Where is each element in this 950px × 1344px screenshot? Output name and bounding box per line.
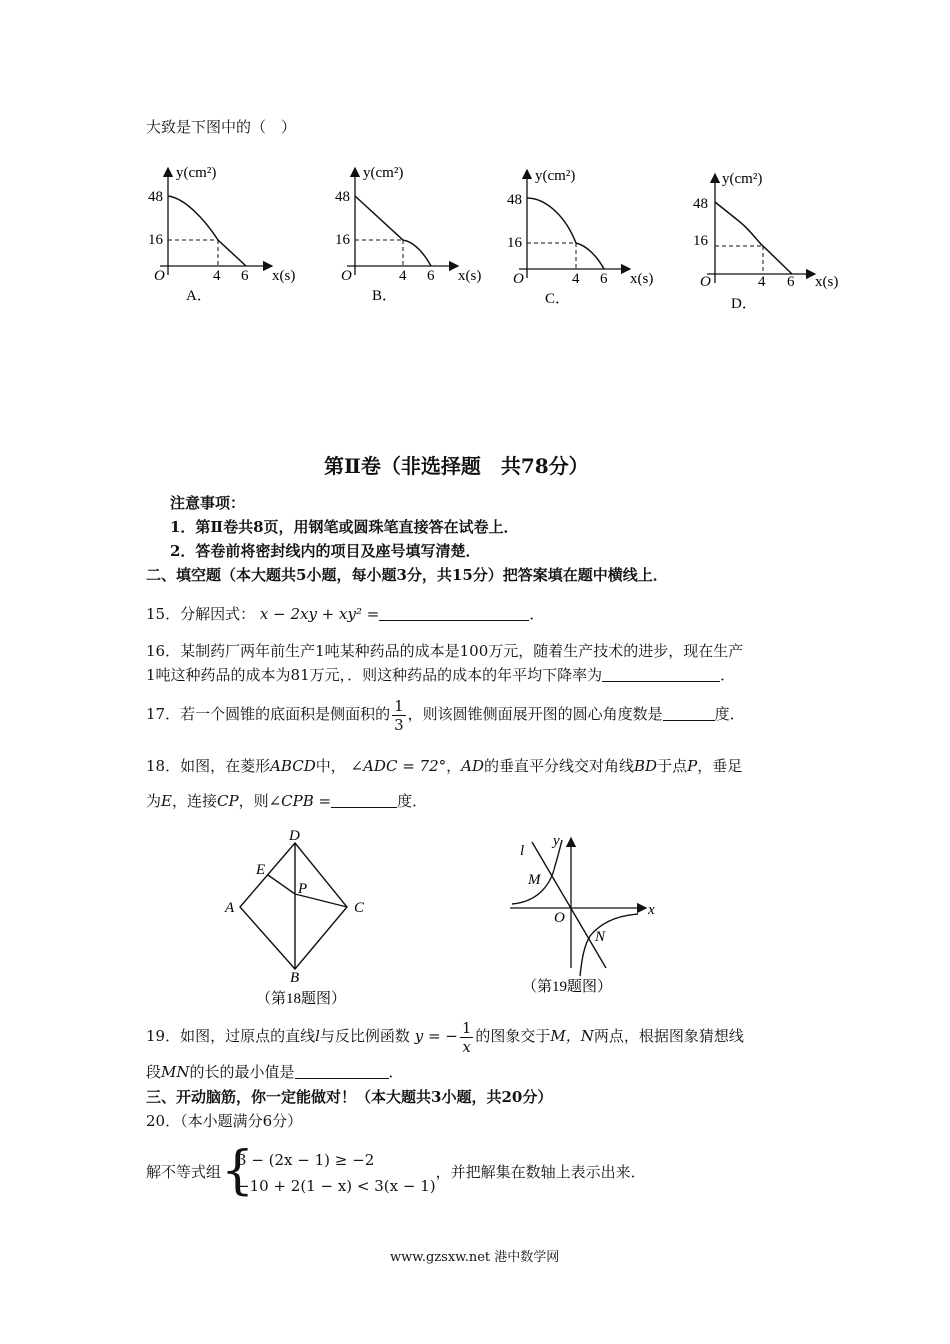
graph-a-x-label: x(s) xyxy=(272,268,296,284)
question-15: 15．分解因式： x − 2xy + xy² = ． xyxy=(146,605,545,623)
graph-d-origin: O xyxy=(700,274,711,290)
graph-c-option: C． xyxy=(545,291,571,307)
part2-heading: 二、填空题（本大题共5小题，每小题3分，共15分）把答案填在题中横线上． xyxy=(146,566,668,584)
section-title: 第Ⅱ卷（非选择题 共78分） xyxy=(324,454,589,478)
fig19-label-o: O xyxy=(554,910,565,926)
q19-fraction: $\frac{1}{x}$ xyxy=(461,1018,472,1056)
graph-b-y-label: y(cm²) xyxy=(363,165,404,181)
q17-answer-blank[interactable] xyxy=(663,705,715,721)
notice-item-1: 1．第Ⅱ卷共8页，用钢笔或圆珠笔直接答在试卷上． xyxy=(170,518,519,536)
graph-c xyxy=(507,168,653,307)
q20-label: 20．（本小题满分6分） xyxy=(146,1112,303,1130)
graph-c-y-label: y(cm²) xyxy=(535,168,576,184)
q18-answer-blank[interactable] xyxy=(331,792,397,808)
graph-a-tick-6: 6 xyxy=(241,268,249,284)
graph-d-option: D． xyxy=(731,296,757,312)
graph-a xyxy=(148,165,295,304)
question-18-line-1: 18．如图，在菱形ABCD中， ∠ADC = 72°，AD的垂直平分线交对角线BD于点P，垂足 xyxy=(146,757,743,775)
graph-a-origin: O xyxy=(154,268,165,284)
graph-c-tick-6: 6 xyxy=(600,271,608,287)
graph-c-x-label: x(s) xyxy=(630,271,654,287)
page-footer: www.gzsxw.net 港中数学网 xyxy=(390,1250,560,1265)
graph-a-option: A． xyxy=(186,288,212,304)
graph-c-tick-48: 48 xyxy=(507,192,522,208)
q15-answer-blank[interactable] xyxy=(379,605,529,621)
graph-b-tick-6: 6 xyxy=(427,268,435,284)
graph-d-tick-16: 16 xyxy=(693,233,708,249)
question-18-line-2: 为E，连接CP，则∠CPB = 度． xyxy=(146,792,428,810)
graph-d-y-label: y(cm²) xyxy=(722,171,763,187)
graph-b-origin: O xyxy=(341,268,352,284)
notice-heading: 注意事项： xyxy=(170,494,246,512)
part3-heading: 三、开动脑筋，你一定能做对！（本大题共3小题，共20分） xyxy=(146,1088,553,1106)
q20-inequality-1: 3 − (2x − 1) ≥ −2 xyxy=(237,1151,375,1169)
fig19-label-y: y xyxy=(553,833,560,849)
q15-prefix: 15．分解因式： xyxy=(146,605,256,623)
question-17: 17．若一个圆锥的底面积是侧面积的 $\frac{1}{3}$ ，则该圆锥侧面展开图的圆心角度数是 度． xyxy=(146,696,745,734)
q20-inequality-system: { 3 − (2x − 1) ≥ −2 −10 + 2(1 − x) < 3(x − 1) xyxy=(221,1141,436,1201)
q15-expression: x − 2xy + xy² = xyxy=(259,605,380,623)
graph-a-tick-4: 4 xyxy=(213,268,221,284)
question-19-line-2: 段MN的长的最小值是 ． xyxy=(146,1063,404,1081)
graph-c-tick-4: 4 xyxy=(572,271,580,287)
figure-18-rhombus xyxy=(200,822,400,1012)
fig18-label-b: B xyxy=(290,970,300,986)
graph-d-tick-4: 4 xyxy=(758,274,766,290)
graph-b-x-label: x(s) xyxy=(458,268,482,284)
question-16-line-2: 1吨这种药品的成本为81万元，．则这种药品的成本的年平均下降率为 ． xyxy=(146,666,736,684)
graph-d-tick-6: 6 xyxy=(787,274,795,290)
notice-item-2: 2．答卷前将密封线内的项目及座号填写清楚． xyxy=(170,542,481,560)
fig19-label-n: N xyxy=(595,929,606,945)
q16-answer-blank[interactable] xyxy=(602,666,720,682)
question-19-line-1: 19．如图，过原点的直线l与反比例函数 y = − $\frac{1}{x}$ 的图象交于M，N两点，根据图象猜想线 xyxy=(146,1018,744,1056)
graph-b xyxy=(335,165,481,304)
graph-d-x-label: x(s) xyxy=(815,274,839,290)
q20-inequality-2: −10 + 2(1 − x) < 3(x − 1) xyxy=(237,1177,436,1195)
fig18-label-e: E xyxy=(256,862,266,878)
fig18-label-p: P xyxy=(298,881,308,897)
graph-d-tick-48: 48 xyxy=(693,196,708,212)
fig19-label-m: M xyxy=(528,872,541,888)
fig18-caption: （第18题图） xyxy=(256,991,347,1007)
q19-answer-blank[interactable] xyxy=(295,1063,389,1079)
q14-tail-text: 大致是下图中的（ ） xyxy=(146,118,297,136)
graph-b-tick-48: 48 xyxy=(335,189,350,205)
fig19-label-l: l xyxy=(520,843,525,859)
graph-b-tick-16: 16 xyxy=(335,232,350,248)
fig18-label-a: A xyxy=(225,900,235,916)
fig18-label-c: C xyxy=(354,900,365,916)
figure-19-hyperbola xyxy=(500,828,670,1000)
graph-a-tick-48: 48 xyxy=(148,189,163,205)
graph-a-y-label: y(cm²) xyxy=(176,165,217,181)
fig19-label-x: x xyxy=(648,902,655,918)
graph-b-tick-4: 4 xyxy=(399,268,407,284)
graph-b-option: B． xyxy=(372,288,398,304)
q17-fraction: $\frac{1}{3}$ xyxy=(394,696,404,734)
graph-c-tick-16: 16 xyxy=(507,235,522,251)
option-graphs xyxy=(0,150,950,320)
question-20: 解不等式组 { 3 − (2x − 1) ≥ −2 −10 + 2(1 − x) < 3(x − 1) ，并把解集在数轴上表示出来． xyxy=(146,1141,646,1201)
graph-a-tick-16: 16 xyxy=(148,232,163,248)
graph-c-origin: O xyxy=(513,271,524,287)
fig19-caption: （第19题图） xyxy=(522,979,613,995)
fig18-label-d: D xyxy=(289,828,300,844)
graph-d xyxy=(693,171,838,312)
question-16-line-1: 16．某制药厂两年前生产1吨某种药品的成本是100万元，随着生产技术的进步，现在生产 xyxy=(146,642,744,660)
